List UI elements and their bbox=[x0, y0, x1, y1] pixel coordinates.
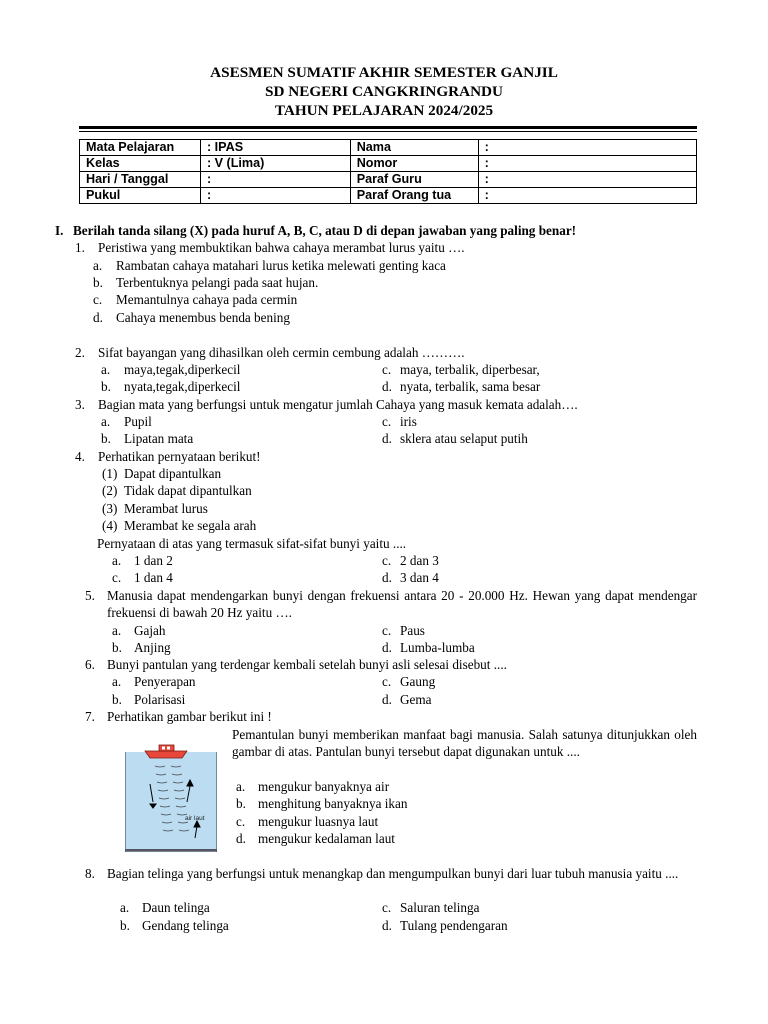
info-label: Pukul bbox=[80, 188, 201, 204]
option-text: Rambatan cahaya matahari lurus ketika melewati genting kaca bbox=[116, 258, 446, 273]
option-text: mengukur kedalaman laut bbox=[258, 831, 395, 846]
sea-label: air laut bbox=[185, 815, 205, 822]
option-key[interactable]: a. bbox=[236, 779, 246, 794]
info-value[interactable]: : V (Lima) bbox=[200, 156, 350, 172]
info-label: Hari / Tanggal bbox=[80, 172, 201, 188]
question-description: Pemantulan bunyi memberikan manfaat bagi manusia. Salah satunya ditunjukkan oleh gambar di atas. Pantulan bunyi tersebut dapat digunakan untuk .... bbox=[232, 727, 697, 759]
question-number: 3. bbox=[75, 397, 85, 412]
question-text: Bagian telinga yang berfungsi untuk menangkap dan mengumpulkan bunyi dari luar tubuh manusia yaitu .... bbox=[107, 866, 679, 881]
option-text: Anjing bbox=[134, 640, 171, 655]
info-row bbox=[80, 188, 697, 204]
option-key[interactable]: c. bbox=[382, 623, 392, 638]
info-label: Paraf Guru bbox=[350, 172, 478, 188]
option-text: menghitung banyaknya ikan bbox=[258, 796, 408, 811]
option-key[interactable]: d. bbox=[382, 431, 392, 446]
question-subtext: Pernyataan di atas yang termasuk sifat-sifat bunyi yaitu .... bbox=[97, 536, 407, 551]
ship-hull bbox=[145, 751, 187, 758]
option-text: Saluran telinga bbox=[400, 900, 480, 915]
statement-text: Dapat dipantulkan bbox=[124, 466, 222, 481]
statement-text: Tidak dapat dipantulkan bbox=[124, 483, 252, 498]
question-number: 8. bbox=[85, 866, 95, 881]
option-key[interactable]: a. bbox=[93, 258, 103, 273]
question-text: Bunyi pantulan yang terdengar kembali setelah bunyi asli selesai disebut .... bbox=[107, 657, 507, 672]
ship-cabin bbox=[159, 745, 174, 751]
option-text: sklera atau selaput putih bbox=[400, 431, 528, 446]
option-key[interactable]: a. bbox=[120, 900, 130, 915]
info-label: Mata Pelajaran bbox=[80, 140, 201, 156]
option-text: iris bbox=[400, 414, 417, 429]
info-value[interactable]: : bbox=[200, 188, 350, 204]
option-text: Lipatan mata bbox=[124, 431, 194, 446]
option-text: Penyerapan bbox=[134, 674, 196, 689]
option-key[interactable]: b. bbox=[236, 796, 246, 811]
option-key[interactable]: c. bbox=[93, 292, 103, 307]
option-key[interactable]: b. bbox=[93, 275, 103, 290]
option-text: Memantulnya cahaya pada cermin bbox=[116, 292, 298, 307]
question-number: 1. bbox=[75, 240, 85, 255]
option-key[interactable]: c. bbox=[382, 553, 392, 568]
option-key[interactable]: a. bbox=[101, 414, 111, 429]
option-text: Paus bbox=[400, 623, 425, 638]
info-label: Nomor bbox=[350, 156, 478, 172]
question-text: Perhatikan pernyataan berikut! bbox=[98, 449, 261, 464]
option-key[interactable]: b. bbox=[112, 640, 122, 655]
header-rule-thin bbox=[79, 131, 697, 132]
option-text: 3 dan 4 bbox=[400, 570, 439, 585]
option-key[interactable]: d. bbox=[93, 310, 103, 325]
info-label: Kelas bbox=[80, 156, 201, 172]
question-number: 6. bbox=[85, 657, 95, 672]
option-key[interactable]: c. bbox=[382, 362, 392, 377]
info-label: Paraf Orang tua bbox=[350, 188, 478, 204]
option-key[interactable]: b. bbox=[101, 431, 111, 446]
statement-key: (2) bbox=[102, 483, 118, 498]
academic-year: TAHUN PELAJARAN 2024/2025 bbox=[274, 102, 494, 119]
option-text: Cahaya menembus benda bening bbox=[116, 310, 290, 325]
exam-title: ASESMEN SUMATIF AKHIR SEMESTER GANJIL bbox=[210, 64, 558, 81]
info-row bbox=[80, 156, 697, 172]
option-key[interactable]: a. bbox=[101, 362, 111, 377]
info-row bbox=[80, 172, 697, 188]
sonar-ship-illustration bbox=[125, 742, 217, 852]
question-number: 2. bbox=[75, 345, 85, 360]
info-value[interactable]: : IPAS bbox=[200, 140, 350, 156]
ship-window bbox=[162, 747, 165, 750]
statement-key: (1) bbox=[102, 466, 118, 481]
option-key[interactable]: c. bbox=[112, 570, 122, 585]
option-text: Polarisasi bbox=[134, 692, 186, 707]
option-key[interactable]: c. bbox=[382, 414, 392, 429]
option-text: Pupil bbox=[124, 414, 152, 429]
info-value[interactable]: : bbox=[478, 156, 696, 172]
section-number: I. bbox=[55, 223, 64, 238]
option-text: 2 dan 3 bbox=[400, 553, 439, 568]
statement-text: Merambat ke segala arah bbox=[124, 518, 257, 533]
option-key[interactable]: a. bbox=[112, 674, 122, 689]
question-text: Perhatikan gambar berikut ini ! bbox=[107, 709, 272, 724]
option-text: Gema bbox=[400, 692, 432, 707]
option-text: 1 dan 2 bbox=[134, 553, 173, 568]
option-text: Gajah bbox=[134, 623, 166, 638]
question-text: Manusia dapat mendengarkan bunyi dengan frekuensi antara 20 - 20.000 Hz. Hewan yang dapat mendengar frekuensi di bawah 20 Hz yaitu …. bbox=[107, 588, 697, 620]
option-key[interactable]: d. bbox=[382, 640, 392, 655]
header-rule-thick bbox=[79, 126, 697, 129]
statement-key: (4) bbox=[102, 518, 118, 533]
info-value[interactable]: : bbox=[200, 172, 350, 188]
option-text: Gendang telinga bbox=[142, 918, 229, 933]
option-key[interactable]: c. bbox=[382, 900, 392, 915]
option-text: 1 dan 4 bbox=[134, 570, 173, 585]
option-key[interactable]: b. bbox=[120, 918, 130, 933]
option-text: nyata, terbalik, sama besar bbox=[400, 379, 541, 394]
option-text: mengukur banyaknya air bbox=[258, 779, 390, 794]
option-key[interactable]: d. bbox=[382, 379, 392, 394]
statement-text: Merambat lurus bbox=[124, 501, 208, 516]
option-text: mengukur luasnya laut bbox=[258, 814, 379, 829]
option-text: Daun telinga bbox=[142, 900, 210, 915]
student-info-table bbox=[79, 139, 697, 204]
option-key[interactable]: c. bbox=[382, 674, 392, 689]
option-key[interactable]: d. bbox=[382, 570, 392, 585]
section-instruction: Berilah tanda silang (X) pada huruf A, B, C, atau D di depan jawaban yang paling benar! bbox=[73, 223, 577, 238]
option-key[interactable]: a. bbox=[112, 623, 122, 638]
option-text: Lumba-lumba bbox=[400, 640, 475, 655]
option-key[interactable]: d. bbox=[236, 831, 246, 846]
question-text: Bagian mata yang berfungsi untuk mengatur jumlah Cahaya yang masuk kemata adalah…. bbox=[98, 397, 578, 412]
option-text: nyata,tegak,diperkecil bbox=[124, 379, 241, 394]
school-name: SD NEGERI CANGKRINGRANDU bbox=[265, 83, 503, 100]
question-number: 7. bbox=[85, 709, 95, 724]
question-number: 4. bbox=[75, 449, 85, 464]
option-key[interactable]: a. bbox=[112, 553, 122, 568]
option-key[interactable]: b. bbox=[101, 379, 111, 394]
statement-key: (3) bbox=[102, 501, 118, 516]
info-value[interactable]: : bbox=[478, 188, 696, 204]
question-text: Sifat bayangan yang dihasilkan oleh cermin cembung adalah ………. bbox=[98, 345, 465, 360]
option-key[interactable]: d. bbox=[382, 692, 392, 707]
sea-water bbox=[125, 748, 217, 852]
option-text: Gaung bbox=[400, 674, 436, 689]
info-label: Nama bbox=[350, 140, 478, 156]
info-value[interactable]: : bbox=[478, 172, 696, 188]
ship-window bbox=[167, 747, 170, 750]
info-value[interactable]: : bbox=[478, 140, 696, 156]
option-text: Terbentuknya pelangi pada saat hujan. bbox=[116, 275, 319, 290]
option-text: maya,tegak,diperkecil bbox=[124, 362, 241, 377]
info-row bbox=[80, 140, 697, 156]
option-key[interactable]: d. bbox=[382, 918, 392, 933]
option-text: Tulang pendengaran bbox=[400, 918, 508, 933]
option-key[interactable]: c. bbox=[236, 814, 246, 829]
question-number: 5. bbox=[85, 588, 95, 603]
question-text: Peristiwa yang membuktikan bahwa cahaya merambat lurus yaitu …. bbox=[98, 240, 465, 255]
option-key[interactable]: b. bbox=[112, 692, 122, 707]
option-text: maya, terbalik, diperbesar, bbox=[400, 362, 540, 377]
